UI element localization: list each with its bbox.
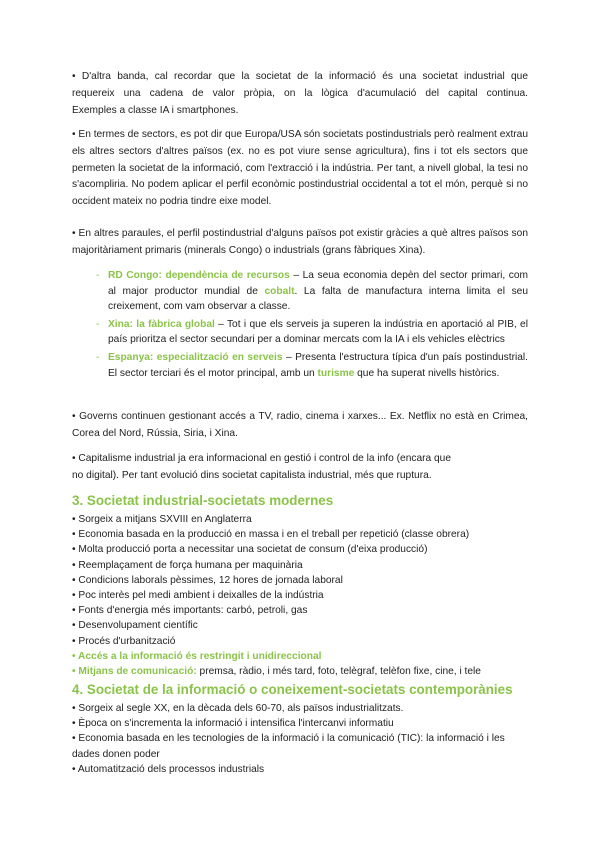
list-item-spain <box>96 350 528 381</box>
list-item: • Reemplaçament de força humana per maquinària <box>72 559 303 571</box>
highlight-term: turisme <box>317 367 355 379</box>
country-title: Espanya: especialització en serveis <box>108 351 283 363</box>
list-item: • Economia basada en la producció en massa i en el treball per repetició (classe obrera) <box>72 529 470 541</box>
section-4-heading: 4. Societat de la informació o coneixement-societats contemporànies <box>72 682 513 697</box>
paragraph-line: • D'altra banda, cal recordar que la societat de la informació és una societat industrial que <box>72 71 528 82</box>
paragraph-capitalism <box>72 451 528 485</box>
dash-marker: - <box>96 270 100 281</box>
dash-marker: - <box>96 351 100 363</box>
list-item: • Condicions laborals pèssimes, 12 hores de jornada laboral <box>72 574 343 586</box>
media-text: premsa, ràdio, i més tard, foto, telègraf, telèfon fixe, cine, i tele <box>196 666 481 678</box>
list-item: • Molta producció porta a necessitar una societat de consum (d'eixa producció) <box>72 544 428 556</box>
country-title: RD Congo: dependència de recursos <box>108 270 290 281</box>
country-list <box>96 268 528 383</box>
country-text: . La falta de manufactura interna limita el seu creixement, com vam observar a classe. <box>108 285 528 313</box>
paragraph-line: Exemples a classe IA i smartphones. <box>72 104 239 116</box>
country-text: – Presenta l'estructura típica d'un país postindustrial. El sector terciari és el motor principal, amb un <box>108 351 529 379</box>
list-item-highlighted: • Accés a la informació és restringit i unidireccional <box>72 650 322 662</box>
country-text: – Tot i que els serveis ja superen la indústria en aportació al PIB, el país prioritza el sector secundari per a dominar mercats com la IA i els vehicles elèctrics <box>108 318 528 346</box>
section-3-list <box>72 512 528 679</box>
paragraph-postindustrial: • En altres paraules, el perfil postindustrial d'alguns països pot existir gràcies a què altres països son majoritàriament primaris (minerals Congo) o industrials (grans fàbriques Xina). <box>72 228 528 256</box>
list-item-media <box>72 664 528 679</box>
country-text: – La seua economia depèn del sector primari, com al major productor mundial de <box>108 270 528 297</box>
list-item: • Fonts d'energia més importants: carbó, petroli, gas <box>72 605 308 617</box>
paragraph-sectors: • En termes de sectors, es pot dir que Europa/USA són societats postindustrials però realment extrau els altres sectors d'altres països (ex. no es pot viure sense agricultura), fins i tot els sectors que permeten la societat de la informació, com l'extracció i la indústria. Per tant, a nivell global, la tesi no s'acompliria. No podem aplicar el perfil econòmic postindustrial occidental a tot el món, perquè si no occident mateix no podria tindre eixe model. <box>72 129 529 208</box>
paragraph-line: requereix una cadena de valor pròpia, on la lògica d'acumulació del capital continua. <box>72 87 528 99</box>
list-item: • Automatització dels processos industrials <box>72 763 265 775</box>
list-item-congo <box>96 268 528 315</box>
list-item: • Poc interès pel medi ambient i deixalles de la indústria <box>72 590 324 602</box>
paragraph-governments: • Governs continuen gestionant accés a TV, radio, cinema i xarxes... Ex. Netflix no està en Crimea, Corea del Nord, Rússia, Siria, i Xina. <box>72 411 528 439</box>
paragraph-line: no digital). Per tant evolució dins societat capitalista industrial, més que ruptura. <box>72 469 432 481</box>
list-item: • Desenvolupament científic <box>72 620 198 632</box>
list-item: • Procés d'urbanització <box>72 635 176 647</box>
section-4-list <box>72 701 528 777</box>
list-item: • Època on s'incrementa la informació i intensifica l'intercanvi informatiu <box>72 718 394 730</box>
country-text: que ha superat nivells històrics. <box>354 367 500 379</box>
highlight-term: cobalt <box>264 285 295 297</box>
media-label: • Mitjans de comunicació: <box>72 666 197 678</box>
dash-marker: - <box>96 318 100 330</box>
list-item: • Sorgeix a mitjans SXVIII en Anglaterra <box>72 514 252 525</box>
list-item: • Sorgeix al segle XX, en la dècada dels 60-70, als països industrialitzats. <box>72 703 404 714</box>
paragraph-industrial-society <box>72 69 528 119</box>
section-3-heading: 3. Societat industrial-societats modernes <box>72 493 334 508</box>
paragraph-line: • Capitalisme industrial ja era informacional en gestió i control de la info (encara que <box>72 453 452 464</box>
country-title: Xina: la fàbrica global <box>108 318 215 330</box>
list-item: • Economia basada en les tecnologies de la informació i la comunicació (TIC): la informació i les dades donen poder <box>72 733 505 760</box>
list-item-china <box>96 317 528 348</box>
